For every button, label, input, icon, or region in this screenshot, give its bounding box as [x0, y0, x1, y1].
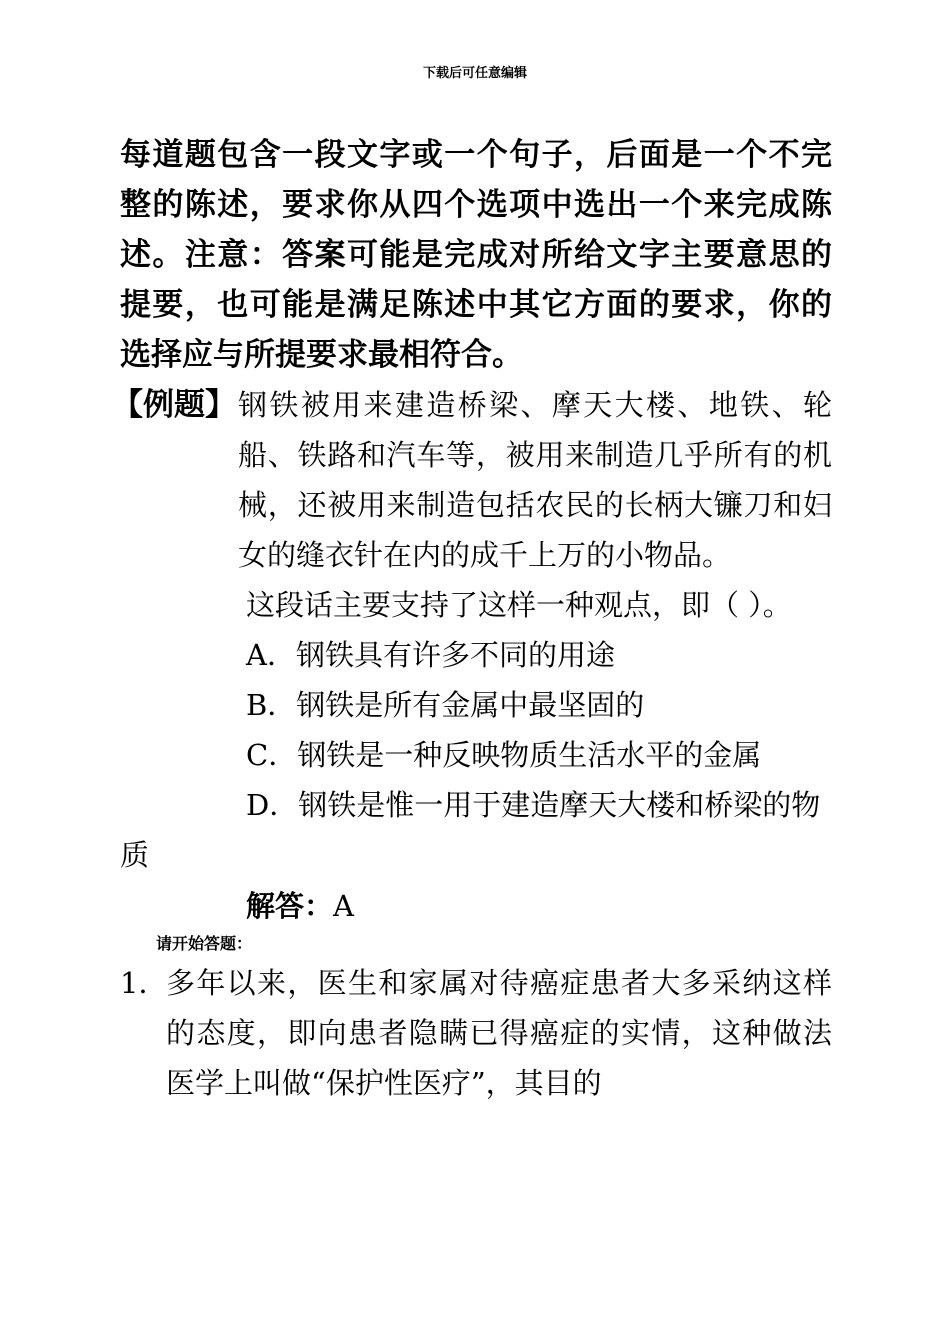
question-number: 1．	[120, 966, 168, 1000]
instructions-paragraph: 每道题包含一段文字或一个句子，后面是一个不完整的陈述，要求你从四个选项中选出一个来完成陈述。注意：答案可能是完成对所给文字主要意思的提要，也可能是满足陈述中其它方面的要求，你的选择应与所提要求最相符合。	[120, 137, 832, 373]
example-option-c: C．钢铁是一种反映物质生活水平的金属	[246, 738, 762, 772]
example-stem: 这段话主要支持了这样一种观点，即（ ）。	[246, 588, 792, 622]
example-option-b: B．钢铁是所有金属中最坚固的	[246, 688, 645, 722]
question-text: 多年以来，医生和家属对待癌症患者大多采纳这样的态度，即向患者隐瞒已得癌症的实情，这种做法医学上叫做“保护性医疗”，其目的	[166, 966, 832, 1100]
answer-value: A	[333, 889, 354, 923]
example-label: 【例题】	[112, 387, 236, 423]
document-content	[112, 130, 832, 1108]
example-answer	[120, 880, 832, 932]
start-note: 请开始答题：	[156, 934, 253, 953]
answer-label: 解答：	[246, 889, 334, 923]
example-block	[112, 380, 832, 580]
question-item	[120, 958, 832, 1108]
header-note: 下载后可任意编辑	[422, 66, 527, 81]
example-option-d: D．钢铁是惟一用于建造摩天大楼和桥梁的物质	[120, 788, 821, 872]
example-passage: 钢铁被用来建造桥梁、摩天大楼、地铁、轮船、铁路和汽车等，被用来制造几乎所有的机械，还被用来制造包括农民的长柄大镰刀和妇女的缝衣针在内的成千上万的小物品。	[238, 388, 832, 572]
example-option-a: A．钢铁具有许多不同的用途	[246, 638, 615, 672]
